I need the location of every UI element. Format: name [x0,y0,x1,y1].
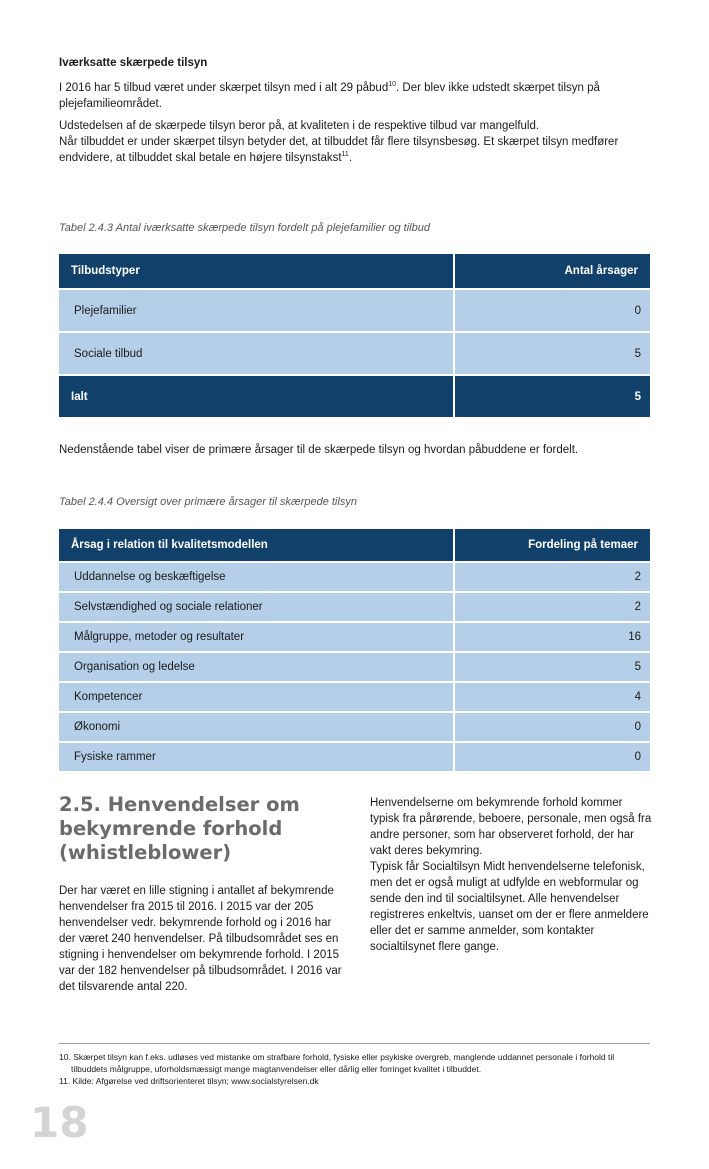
table-total-row [59,375,650,417]
section-paragraph: Der har været en lille stigning i antallet af bekymrende henvendelser fra 2015 til 2016. I 2015 var der 205 henvendelser vedr. bekymrende forhold og i 2016 har der været 240 henvendelser. På tilbudsområdet ses en stigning i henvendelser om bekymrende forhold. I 2015 var der 182 henvendelser på tilbudsområdet. I 2016 var det tilsvarende antal 220. [59,885,342,993]
row-label: Kompetencer [59,682,454,712]
table-row [59,712,650,742]
section-paragraph: Henvendelserne om bekymrende forhold kommer typisk fra pårørende, beboere, personale, men også fra andre personer, som har observeret forhold, der har vakt deres bekymring. [370,797,652,857]
row-value: 0 [454,712,650,742]
row-value: 5 [454,652,650,682]
table-row [59,652,650,682]
footnote-10: 10. Skærpet tilsyn kan f.eks. udløses ved mistanke om strafbare forhold, fysiske eller psykiske overgreb, manglende uddannet personale i forhold til tilbuddets målgruppe, uforholdsmæssigt mange magtanvendelser eller dårlig eller forringet kvalitet i tilbuddet. [59,1052,615,1074]
intro-heading: Iværksatte skærpede tilsyn [59,57,208,69]
table-header-row [59,529,650,562]
footnote-divider [59,1043,650,1044]
row-label: Uddannelse og beskæftigelse [59,562,454,592]
table-row [59,289,650,332]
table1-caption: Tabel 2.4.3 Antal iværksatte skærpede tilsyn fordelt på plejefamilier og tilbud [59,222,430,234]
table-row [59,622,650,652]
row-label: Målgruppe, metoder og resultater [59,622,454,652]
table-row [59,562,650,592]
intro-paragraph-3: Når tilbuddet er under skærpet tilsyn betyder det, at tilbuddet får flere tilsynsbesøg. Et skærpet tilsyn medfører endvidere, at tilbuddet skal betale en højere tilsynstakst$^{11}$. [59,136,619,164]
table-row [59,332,650,375]
footnotes [59,1051,650,1087]
intro-paragraph-1: I 2016 har 5 tilbud været under skærpet tilsyn med i alt 29 påbud$^{10}$. Der blev ikke udstedt skærpet tilsyn på plejefamilieområdet. [59,81,600,110]
table-row [59,742,650,771]
row-label: Selvstændighed og sociale relationer [59,592,454,622]
row-value: 2 [454,592,650,622]
row-value: 2 [454,562,650,592]
column-header: Årsag i relation til kvalitetsmodellen [59,529,454,562]
total-label: Ialt [59,375,454,417]
table-row [59,682,650,712]
column-header: Antal årsager [454,254,650,289]
column-header: Fordeling på temaer [454,529,650,562]
table-tilbudstyper [59,254,650,417]
section-left-column [59,883,344,995]
table2-caption: Tabel 2.4.4 Oversigt over primære årsager til skærpede tilsyn [59,496,357,508]
footnote-ref-10: 10 [388,81,397,89]
row-label: Sociale tilbud [59,332,454,375]
row-label: Økonomi [59,712,454,742]
table-row [59,592,650,622]
row-value: 0 [454,742,650,771]
row-value: 16 [454,622,650,652]
row-value: 0 [454,289,650,332]
between-paragraph: Nedenstående tabel viser de primære årsager til de skærpede tilsyn og hvordan påbuddene er fordelt. [59,444,579,456]
page-number: 18 [30,1098,89,1147]
column-header: Tilbudstyper [59,254,454,289]
footnote-11: 11. Kilde: Afgørelse ved driftsorienteret tilsyn; www.socialstyrelsen.dk [59,1076,319,1086]
row-label: Fysiske rammer [59,742,454,771]
table-aarsager [59,529,650,771]
table-header-row [59,254,650,289]
section-paragraph: Typisk får Socialtilsyn Midt henvendelserne telefonisk, men det er også muligt at udfylde en webformular og sende den ind til socialtilsynet. Alle henvendelser registreres enkeltvis, uanset om der er flere anmeldere eller det er samme anmelder, som kontakter socialtilsynet flere gange. [370,861,649,953]
row-label: Plejefamilier [59,289,454,332]
intro-paragraph-2: Udstedelsen af de skærpede tilsyn beror på, at kvaliteten i de respektive tilbud var mangelfuld. [59,120,540,132]
row-value: 5 [454,332,650,375]
footnote-ref-11: 11 [341,151,349,159]
section-right-column [370,795,652,955]
total-value: 5 [454,375,650,417]
section-heading: 2.5. Henvendelser om bekymrende forhold (whistleblower) [59,793,300,864]
row-label: Organisation og ledelse [59,652,454,682]
row-value: 4 [454,682,650,712]
